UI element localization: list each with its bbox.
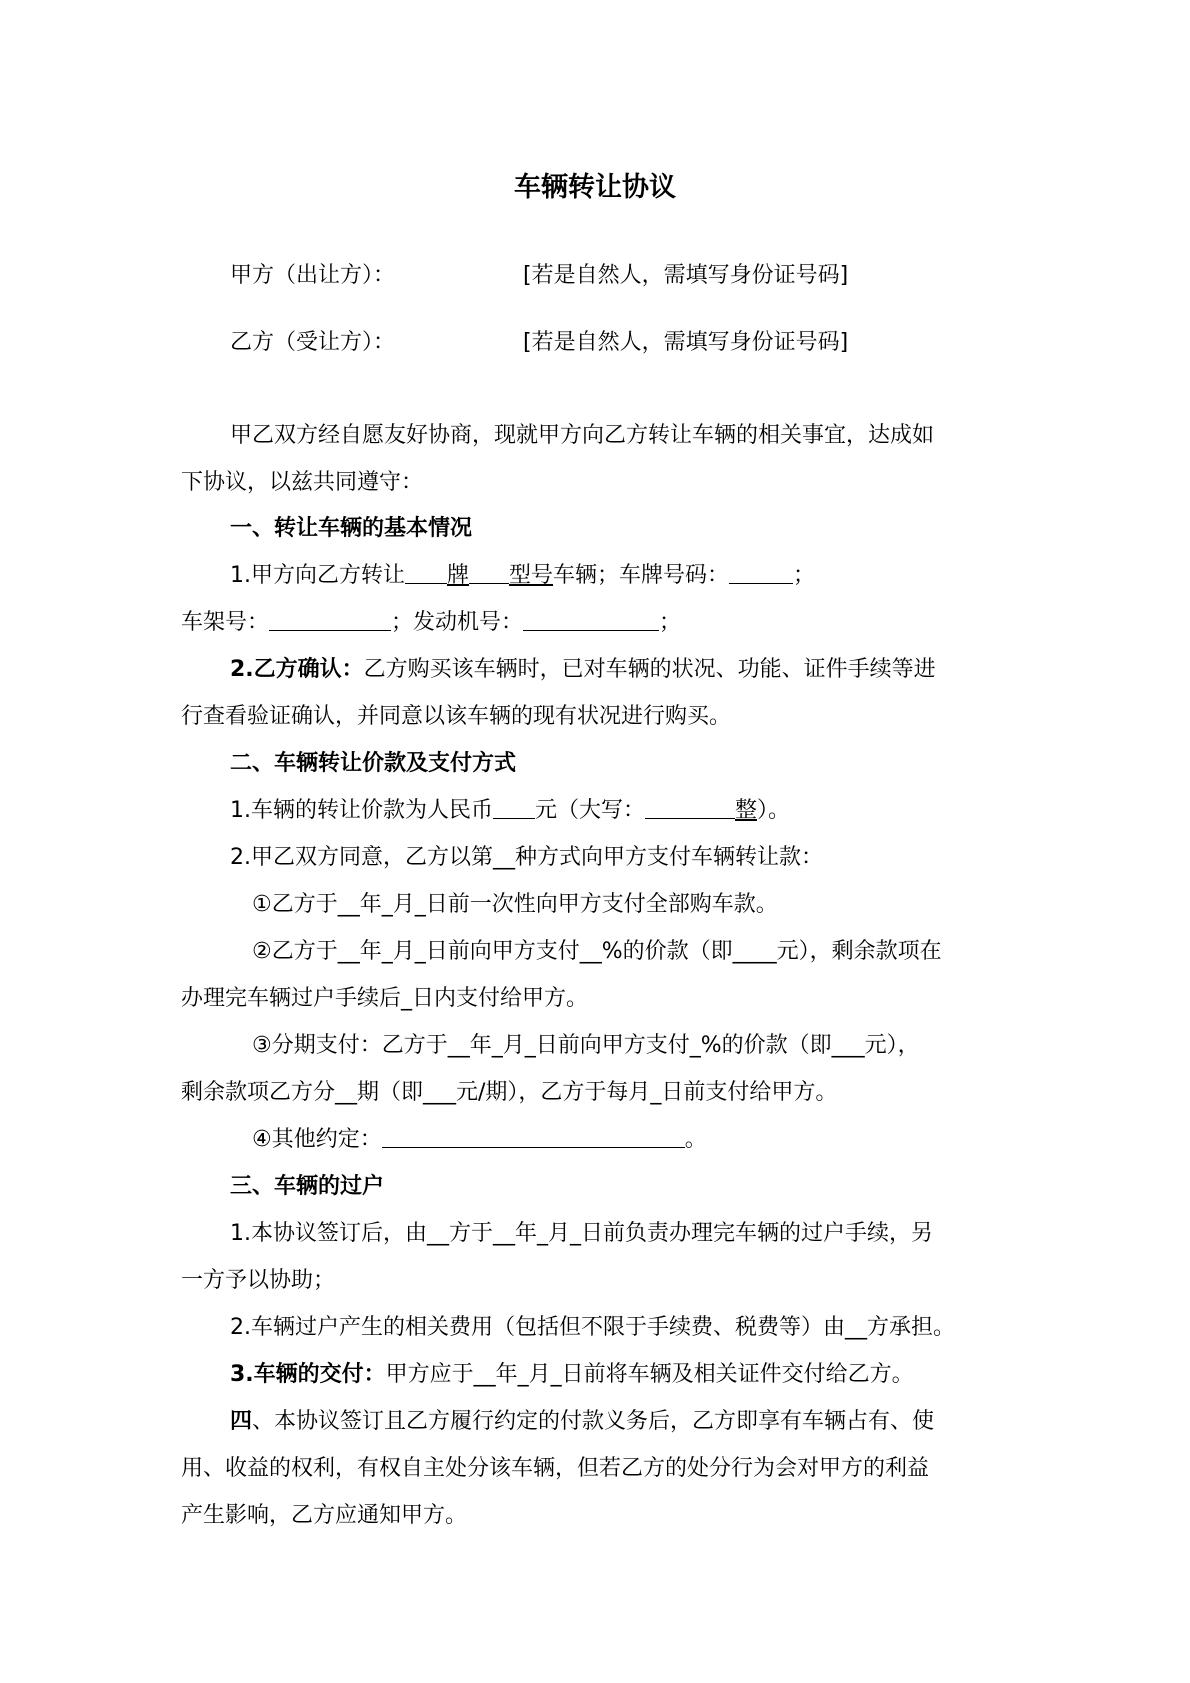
section-3-heading: 三、车辆的过户 xyxy=(230,1174,385,1199)
payment-option-4 xyxy=(252,1125,707,1155)
item-1-text-a: 1.甲方向乙方转让 xyxy=(230,563,405,588)
section-2-item-1 xyxy=(230,796,790,826)
item-1-text-b: 车辆；车牌号码： xyxy=(553,563,730,588)
payment-option-2-line-1: ②乙方于__年_月_日前向甲方支付__%的价款（即____元），剩余款项在 xyxy=(252,939,942,964)
brand-label: 牌 xyxy=(447,563,470,588)
section-4-heading: 四 xyxy=(230,1409,253,1434)
payment-option-3-line-1: ③分期支付：乙方于__年_月_日前向甲方支付_%的价款（即___元）， xyxy=(252,1033,920,1058)
payment-option-3-line-2: 剩余款项乙方分__期（即___元/期），乙方于每月_日前支付给甲方。 xyxy=(181,1080,838,1105)
delivery-bold: 3.车辆的交付： xyxy=(230,1362,386,1387)
section-4-line-3: 产生影响，乙方应通知甲方。 xyxy=(181,1503,468,1528)
model-blank[interactable] xyxy=(469,561,509,584)
price-text-c: ）。 xyxy=(757,798,791,823)
plate-number-blank[interactable] xyxy=(729,561,793,584)
vin-label: 车架号： xyxy=(181,610,270,635)
item-2-text: 乙方购买该车辆时，已对车辆的状况、功能、证件手续等进 xyxy=(363,657,936,682)
section-3-item-1-line-2: 一方予以协助； xyxy=(181,1268,336,1293)
section-1-item-1-line-2 xyxy=(181,608,681,638)
section-2-heading: 二、车辆转让价款及支付方式 xyxy=(230,751,517,776)
price-text-b: 元（大写： xyxy=(535,798,646,823)
zheng-label: 整 xyxy=(735,798,758,823)
delivery-text: 甲方应于__年_月_日前将车辆及相关证件交付给乙方。 xyxy=(385,1362,914,1387)
item-2-bold: 2.乙方确认： xyxy=(230,657,364,682)
payment-option-2-line-2: 办理完车辆过户手续后_日内支付给甲方。 xyxy=(181,986,589,1011)
section-1-item-2-line-2: 行查看验证确认，并同意以该车辆的现有状况进行购买。 xyxy=(181,704,732,729)
document-title: 车辆转让协议 xyxy=(514,172,676,203)
section-4-line-2: 用、收益的权利，有权自主处分该车辆，但若乙方的处分行为会对甲方的利益 xyxy=(181,1456,930,1481)
engine-number-blank[interactable] xyxy=(523,608,659,631)
section-3-item-2: 2.车辆过户产生的相关费用（包括但不限于手续费、税费等）由__方承担。 xyxy=(230,1315,955,1340)
payment-option-1: ①乙方于__年_月_日前一次性向甲方支付全部购车款。 xyxy=(252,892,778,917)
other-agreement-blank[interactable] xyxy=(382,1125,685,1148)
section-1-heading: 一、转让车辆的基本情况 xyxy=(230,516,473,541)
item-1-text-c: ； xyxy=(793,563,816,588)
section-4-line-1 xyxy=(230,1407,934,1437)
item-1-text-f: ； xyxy=(659,610,682,635)
party-a-hint: [若是自然人，需填写身份证号码] xyxy=(523,263,849,288)
section-4-text: 、本协议签订且乙方履行约定的付款义务后，乙方即享有车辆占有、使 xyxy=(252,1409,935,1434)
section-3-item-1-line-1: 1.本协议签订后，由__方于__年_月_日前负责办理完车辆的过户手续，另 xyxy=(230,1221,933,1246)
model-label: 型号 xyxy=(509,563,554,588)
party-b-label: 乙方（受让方）： xyxy=(230,330,396,355)
price-capital-blank[interactable] xyxy=(645,796,735,819)
intro-line-2: 下协议，以兹共同遵守： xyxy=(181,470,424,495)
party-b-hint: [若是自然人，需填写身份证号码] xyxy=(523,330,849,355)
other-agreement-end: 。 xyxy=(684,1127,707,1152)
section-1-item-1 xyxy=(230,561,815,591)
intro-line-1: 甲乙双方经自愿友好协商，现就甲方向乙方转让车辆的相关事宜，达成如 xyxy=(230,423,935,448)
party-a-label: 甲方（出让方）： xyxy=(230,263,396,288)
price-text-a: 1.车辆的转让价款为人民币 xyxy=(230,798,493,823)
price-blank[interactable] xyxy=(493,796,535,819)
vin-blank[interactable] xyxy=(269,608,391,631)
brand-blank[interactable] xyxy=(405,561,447,584)
other-agreement-label: ④其他约定： xyxy=(252,1127,382,1152)
section-1-item-2 xyxy=(230,655,936,685)
section-2-item-2: 2.甲乙双方同意，乙方以第__种方式向甲方支付车辆转让款： xyxy=(230,845,823,870)
engine-label: ；发动机号： xyxy=(391,610,524,635)
section-3-item-3 xyxy=(230,1360,914,1390)
